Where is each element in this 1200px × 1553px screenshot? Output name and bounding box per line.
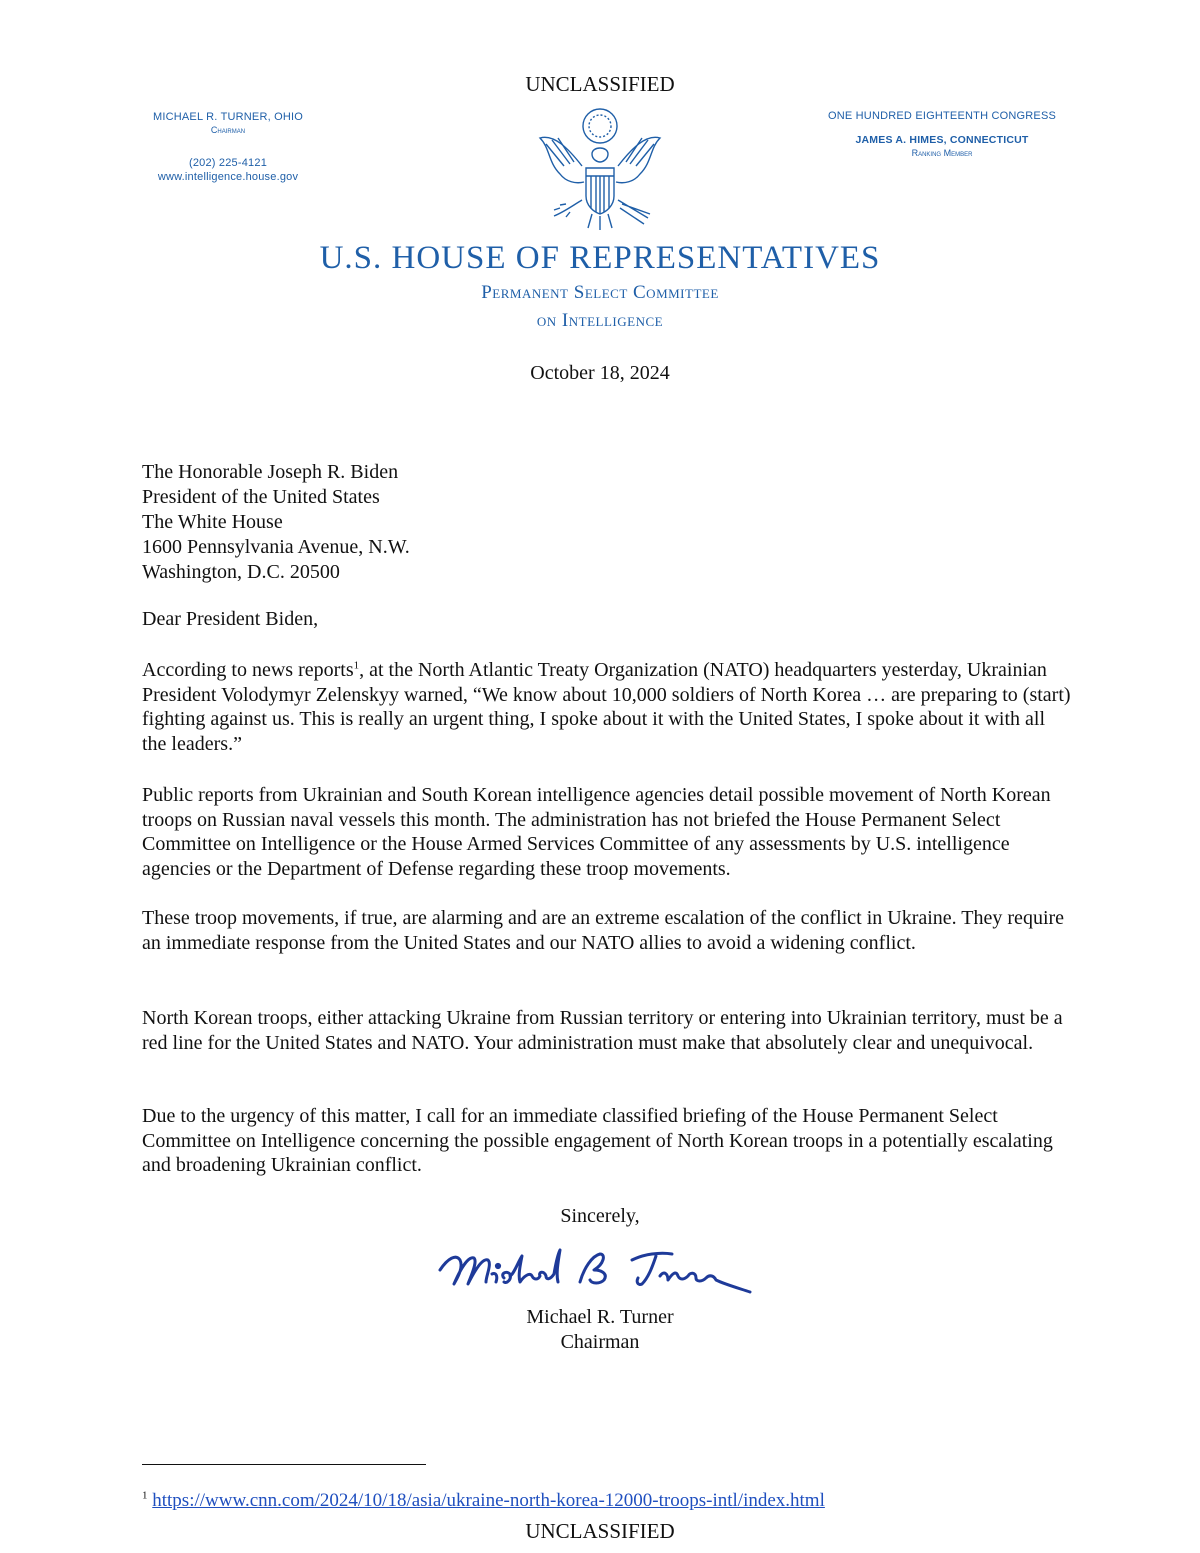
committee-phone: (202) 225-4121 xyxy=(188,157,268,169)
handwritten-signature xyxy=(434,1240,764,1304)
classification-footer: UNCLASSIFIED xyxy=(525,1519,675,1543)
body-paragraph-4: North Korean troops, either attacking Ukraine from Russian territory or entering into Ukrainian territory, must be a red line for the United States and NATO. Your administration must make that absolutely clear and unequivocal. xyxy=(142,1007,1063,1054)
footnote-link[interactable]: https://www.cnn.com/2024/10/18/asia/ukraine-north-korea-12000-troops-intl/index.html xyxy=(152,1490,825,1511)
signer-name: Michael R. Turner xyxy=(526,1306,674,1328)
closing: Sincerely, xyxy=(560,1205,640,1227)
signer-title: Chairman xyxy=(560,1331,640,1353)
body-paragraph-1 xyxy=(142,658,1072,756)
letter-date: October 18, 2024 xyxy=(530,362,670,384)
footnote-number: 1 xyxy=(142,1489,148,1502)
footnote-divider xyxy=(142,1464,426,1465)
salutation: Dear President Biden, xyxy=(142,608,319,630)
great-seal-eagle-icon xyxy=(530,104,670,234)
chairman-title: Chairman xyxy=(210,125,246,135)
congress-label: ONE HUNDRED EIGHTEENTH CONGRESS xyxy=(827,110,1057,122)
paragraph-text: According to news reports xyxy=(142,659,354,681)
footnote-reference[interactable]: 1 xyxy=(353,659,360,672)
address-line: Washington, D.C. 20500 xyxy=(142,561,340,583)
body-paragraph-5: Due to the urgency of this matter, I call for an immediate classified briefing of the House Permanent Select Committee on Intelligence concerning the possible engagement of North Korean troops in a potentially escalating and broadening Ukrainian conflict. xyxy=(142,1105,1053,1177)
committee-website: www.intelligence.house.gov xyxy=(157,171,299,183)
letterhead-chairman-block xyxy=(128,110,328,184)
chairman-name: MICHAEL R. TURNER, OHIO xyxy=(152,111,304,123)
address-line: 1600 Pennsylvania Avenue, N.W. xyxy=(142,536,410,558)
committee-name-line-1: Permanent Select Committee xyxy=(481,282,719,303)
recipient-address xyxy=(142,460,410,585)
body-paragraph-2: Public reports from Ukrainian and South Korean intelligence agencies detail possible movement of North Korean troops on Russian naval vessels this month. The administration has not briefed the House Permanent Select Committee on Intelligence or the House Armed Services Committee of any assessments by U.S. intelligence agencies or the Department of Defense regarding these troop movements. xyxy=(142,784,1051,880)
committee-name-line-2: on Intelligence xyxy=(536,310,664,331)
letterhead-ranking-block xyxy=(812,109,1072,159)
classification-header: UNCLASSIFIED xyxy=(525,72,675,96)
address-line: The Honorable Joseph R. Biden xyxy=(142,461,399,483)
footnote xyxy=(142,1490,825,1512)
signer-block xyxy=(0,1305,1200,1355)
body-paragraph-3: These troop movements, if true, are alarming and are an extreme escalation of the conflict in Ukraine. They require an immediate response from the United States and our NATO allies to avoid a widening conflict. xyxy=(142,907,1065,954)
paragraph-text: , at the North Atlantic Treaty Organization (NATO) headquarters yesterday, Ukrainian President Volodymyr Zelenskyy warned, “We know about 10,000 soldiers of North Korea … are preparing to (start) fighting against us. This is really an urgent thing, I spoke about it with the United States, I spoke about it with all the leaders.” xyxy=(142,659,1071,755)
address-line: The White House xyxy=(142,511,283,533)
address-line: President of the United States xyxy=(142,486,380,508)
ranking-member-title: Ranking Member xyxy=(911,148,973,158)
ranking-member-name: JAMES A. HIMES, CONNECTICUT xyxy=(855,134,1029,146)
house-title: U.S. HOUSE OF REPRESENTATIVES xyxy=(319,240,881,276)
